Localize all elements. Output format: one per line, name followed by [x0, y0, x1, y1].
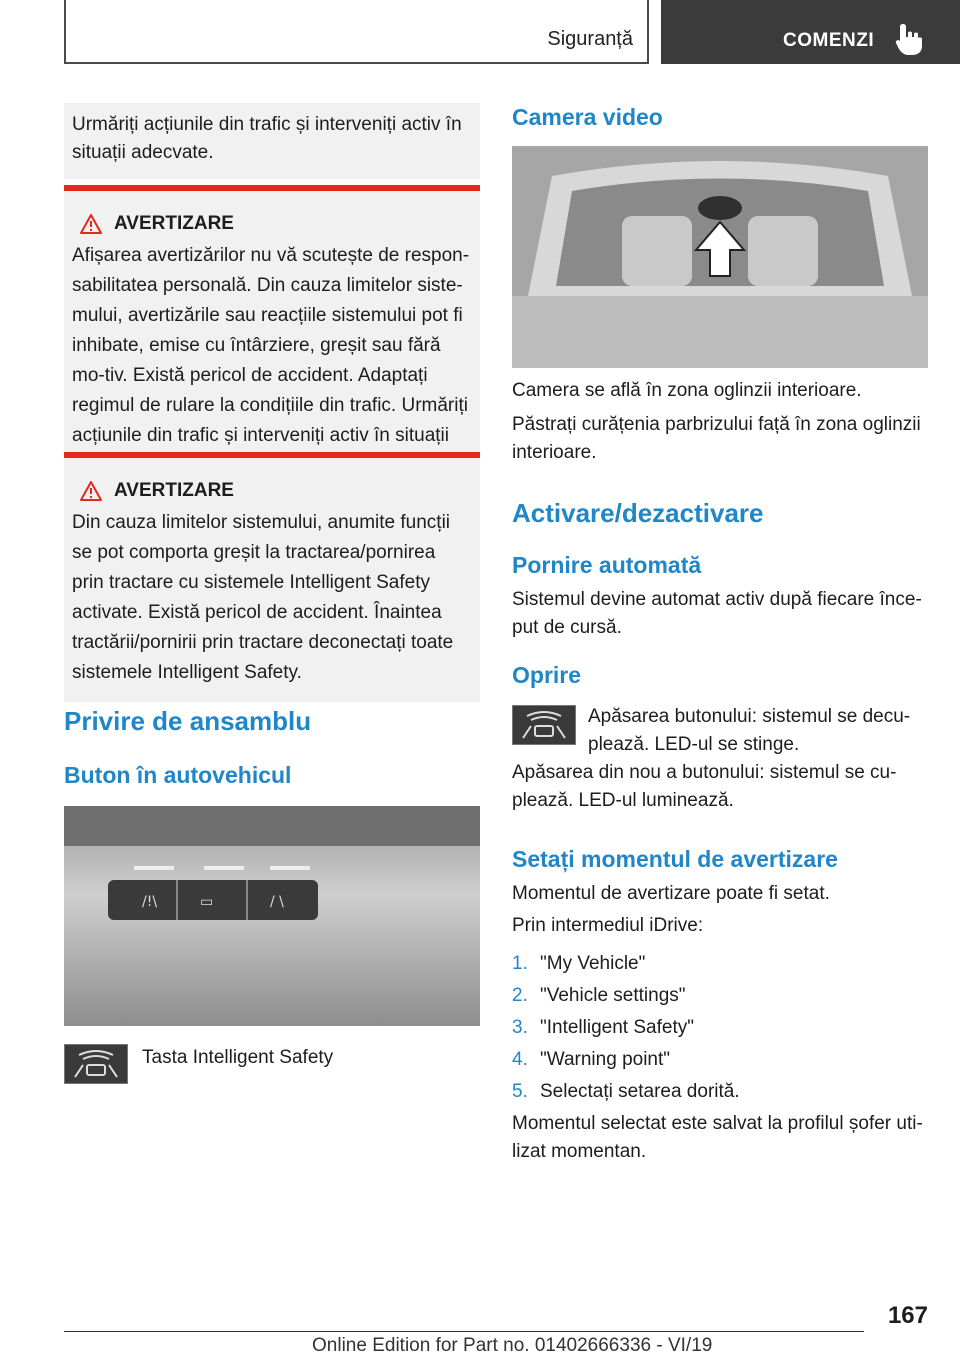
button-heading: Buton în autovehicul [64, 762, 292, 788]
camera-heading: Camera video [512, 104, 663, 130]
pointing-hand-icon [895, 22, 923, 56]
list-item: 2. "Vehicle settings" [512, 985, 686, 1006]
button-panel-illustration [64, 806, 480, 1026]
stop-text-1: Apăsarea butonului: sistemul se decu-plează. LED-ul se stinge. [588, 706, 911, 755]
button-panel-photo [64, 806, 480, 1026]
intelligent-safety-button-icon [64, 1044, 128, 1084]
svg-text:/ \: / \ [270, 894, 284, 910]
activation-heading: Activare/dezactivare [512, 498, 764, 528]
warning-title-1: AVERTIZARE [72, 209, 472, 239]
stop-heading: Oprire [512, 662, 582, 688]
button-caption: Tasta Intelligent Safety [142, 1047, 334, 1068]
camera-illustration [512, 146, 928, 368]
warning-triangle-icon [80, 481, 102, 501]
header-tab-label: COMENZI [783, 30, 875, 51]
overview-heading: Privire de ansamblu [64, 706, 312, 736]
header-tab-comenzi[interactable] [661, 0, 960, 64]
note-box [64, 103, 480, 179]
note-text: Urmăriți acțiunile din trafic și interveniți activ în situații adecvate. [64, 103, 480, 179]
camera-photo [512, 146, 928, 368]
warning-point-text-2: Prin intermediul iDrive: [512, 915, 704, 936]
warning-point-heading: Setați momentul de avertizare [512, 846, 838, 872]
warning-box-1 [64, 185, 480, 495]
footer-divider [64, 1331, 864, 1332]
button-caption-row [64, 1044, 480, 1088]
warning-text-1: Afișarea avertizărilor nu vă scutește de respon-sabilitatea personală. Din cauza limitelor siste-mului, avertizările sau reacțiile sistemului pot fi inhibate, emise cu întârziere, greșit sau fără mo-tiv. Există pericol de accident. Adaptați regimul de rulare la condițiile din trafic. Urmăriți acțiunile din trafic și interveniți activ în situații [72, 245, 470, 446]
camera-paragraph-1: Camera se află în zona oglinzii interioare. [512, 380, 862, 401]
footer-edition: Online Edition for Part no. 01402666336 - VI/19 [312, 1335, 713, 1356]
warning-box-2 [64, 452, 480, 702]
auto-start-text: Sistemul devine automat activ după fiecare înce-put de cursă. [512, 589, 922, 638]
svg-text:▭: ▭ [200, 894, 214, 910]
list-item: 4. "Warning point" [512, 1049, 671, 1070]
warning-text-2: Din cauza limitelor sistemului, anumite funcții se pot comporta greșit la tractarea/pornirea prin tractare cu sistemele Intelligent Safety activate. Există pericol de accident. Înaintea tractării/pornirii prin tractare deconectați toate sistemele Intelligent Safety. [72, 512, 454, 683]
list-item: 1. "My Vehicle" [512, 953, 646, 974]
list-item: 5. Selectați setarea dorită. [512, 1081, 740, 1102]
warning-point-text-1: Momentul de avertizare poate fi setat. [512, 883, 830, 904]
svg-text:/!\: /!\ [142, 894, 158, 910]
final-text: Momentul selectat este salvat la profilul șofer uti-lizat momentan. [512, 1113, 923, 1162]
page-number: 167 [887, 1302, 928, 1329]
auto-start-heading: Pornire automată [512, 552, 702, 578]
stop-text-2: Apăsarea din nou a butonului: sistemul se cu-plează. LED-ul luminează. [512, 762, 897, 811]
steps-list [512, 948, 928, 1108]
warning-title-2: AVERTIZARE [72, 476, 472, 506]
intelligent-safety-button-icon [512, 705, 576, 745]
header-section-box [64, 0, 649, 64]
list-item: 3. "Intelligent Safety" [512, 1017, 694, 1038]
header-section-title: Siguranță [547, 28, 633, 50]
camera-paragraph-2: Păstrați curățenia parbrizului față în zona oglinzii interioare. [512, 414, 921, 463]
warning-triangle-icon [80, 214, 102, 234]
